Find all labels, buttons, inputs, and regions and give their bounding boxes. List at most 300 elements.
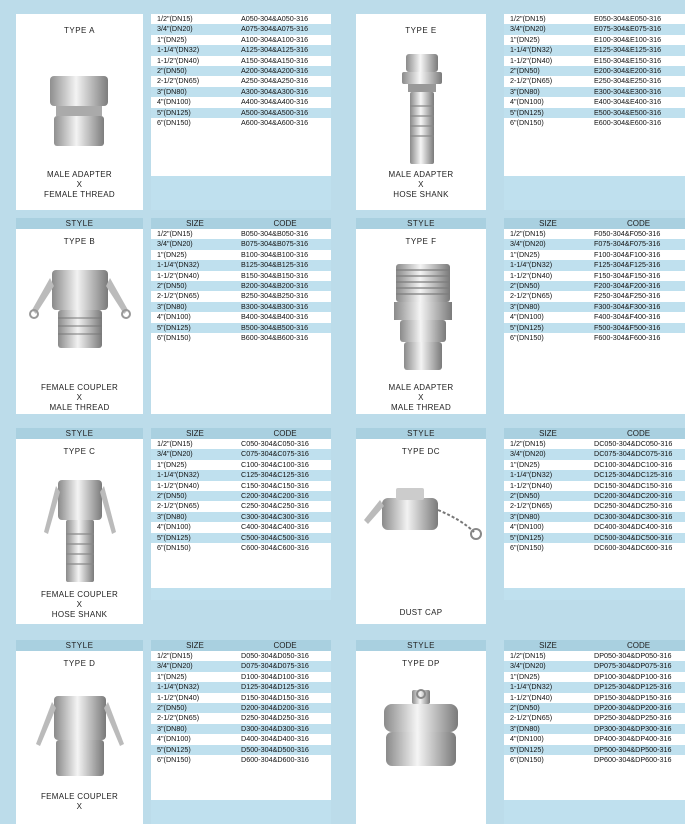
table-row bbox=[151, 260, 331, 270]
table-row bbox=[504, 491, 685, 501]
table-row bbox=[151, 522, 331, 532]
table-row bbox=[504, 271, 685, 281]
code-table-rows bbox=[151, 439, 331, 553]
code-table-d bbox=[151, 640, 331, 800]
size-cell: 6"(DN150) bbox=[157, 332, 191, 342]
code-table-f bbox=[504, 218, 685, 378]
table-row bbox=[151, 672, 331, 682]
table-row bbox=[151, 97, 331, 107]
size-cell: 5"(DN125) bbox=[510, 107, 544, 117]
table-row bbox=[504, 460, 685, 470]
size-cell: 3"(DN80) bbox=[157, 723, 187, 733]
size-cell: 1/2"(DN15) bbox=[510, 651, 546, 660]
table-row bbox=[151, 745, 331, 755]
code-cell: DP300-304&DP300-316 bbox=[594, 723, 672, 733]
size-cell: 3"(DN80) bbox=[510, 723, 540, 733]
table-row bbox=[504, 724, 685, 734]
size-cell: 2"(DN50) bbox=[157, 280, 187, 290]
size-cell: 1-1/2"(DN40) bbox=[510, 270, 553, 280]
code-cell: F300-304&F300-316 bbox=[594, 301, 661, 311]
table-row bbox=[504, 281, 685, 291]
size-cell: 1/2"(DN15) bbox=[510, 439, 546, 448]
product-description: MALE ADAPTER X FEMALE THREAD bbox=[44, 170, 115, 199]
size-cell: 6"(DN150) bbox=[510, 754, 544, 764]
code-table-dp bbox=[504, 640, 685, 800]
code-table-rows bbox=[151, 651, 331, 765]
size-cell: 2-1/2"(DN65) bbox=[157, 501, 200, 511]
table-header: SIZE CODE bbox=[504, 640, 685, 651]
type-label: TYPE E bbox=[405, 26, 437, 35]
size-cell: 1-1/2"(DN40) bbox=[510, 480, 553, 490]
table-row bbox=[504, 14, 685, 24]
table-row bbox=[504, 45, 685, 55]
code-cell: C250-304&C250-316 bbox=[241, 501, 309, 511]
size-cell: 5"(DN125) bbox=[157, 322, 191, 332]
product-image-type-c bbox=[40, 472, 120, 586]
code-cell: A075-304&A075-316 bbox=[241, 24, 309, 34]
code-cell: A250-304&A250-316 bbox=[241, 76, 309, 86]
size-cell: 1-1/4"(DN32) bbox=[157, 260, 200, 270]
size-cell: 1-1/2"(DN40) bbox=[157, 480, 200, 490]
size-cell: 5"(DN125) bbox=[510, 744, 544, 754]
type-label: TYPE B bbox=[63, 237, 96, 246]
code-table-rows bbox=[504, 14, 685, 128]
product-image-type-dc bbox=[362, 480, 484, 552]
size-cell: 1/2"(DN15) bbox=[157, 229, 193, 238]
table-row bbox=[504, 333, 685, 343]
size-cell: 1-1/4"(DN32) bbox=[510, 682, 553, 692]
size-cell: 1"(DN25) bbox=[157, 459, 187, 469]
size-cell: 4"(DN100) bbox=[510, 312, 544, 322]
table-row bbox=[151, 713, 331, 723]
table-row bbox=[151, 439, 331, 449]
code-cell: B150-304&B150-316 bbox=[241, 270, 309, 280]
code-table-rows bbox=[504, 229, 685, 343]
table-row bbox=[504, 522, 685, 532]
style-panel-a bbox=[16, 14, 143, 210]
size-cell: 3"(DN80) bbox=[510, 86, 540, 96]
size-cell: 2"(DN50) bbox=[157, 65, 187, 75]
table-row bbox=[151, 281, 331, 291]
table-row bbox=[504, 250, 685, 260]
size-cell: 1"(DN25) bbox=[510, 34, 540, 44]
code-cell: DP050-304&DP050-316 bbox=[594, 651, 672, 660]
code-cell: DC300-304&DC300-316 bbox=[594, 511, 673, 521]
size-cell: 1-1/4"(DN32) bbox=[510, 470, 553, 480]
code-cell: DP600-304&DP600-316 bbox=[594, 754, 672, 764]
size-cell: 1/2"(DN15) bbox=[157, 14, 193, 23]
table-row bbox=[504, 661, 685, 671]
size-cell: 5"(DN125) bbox=[157, 744, 191, 754]
style-header: STYLE bbox=[356, 640, 486, 651]
size-cell: 2"(DN50) bbox=[510, 702, 540, 712]
code-cell: A500-304&A500-316 bbox=[241, 107, 309, 117]
style-panel-b bbox=[16, 218, 143, 414]
table-row bbox=[504, 24, 685, 34]
product-image-type-a bbox=[44, 72, 114, 152]
code-cell: D300-304&D300-316 bbox=[241, 723, 309, 733]
code-cell: A050-304&A050-316 bbox=[241, 14, 309, 23]
code-cell: E125-304&E125-316 bbox=[594, 45, 662, 55]
code-cell: D250-304&D250-316 bbox=[241, 713, 309, 723]
table-row bbox=[504, 543, 685, 553]
code-table-rows bbox=[504, 439, 685, 553]
code-cell: DP125-304&DP125-316 bbox=[594, 682, 672, 692]
code-cell: DC500-304&DC500-316 bbox=[594, 532, 673, 542]
table-row bbox=[504, 239, 685, 249]
table-row bbox=[151, 24, 331, 34]
code-cell: C600-304&C600-316 bbox=[241, 542, 309, 552]
table-row bbox=[151, 87, 331, 97]
type-label: TYPE DP bbox=[402, 659, 440, 668]
size-cell: 3/4"(DN20) bbox=[157, 239, 193, 249]
code-cell: E075-304&E075-316 bbox=[594, 24, 662, 34]
size-cell: 1-1/2"(DN40) bbox=[157, 270, 200, 280]
code-cell: B300-304&B300-316 bbox=[241, 301, 309, 311]
code-cell: DC150-304&DC150-316 bbox=[594, 480, 673, 490]
size-cell: 3"(DN80) bbox=[157, 86, 187, 96]
code-cell: F400-304&F400-316 bbox=[594, 312, 661, 322]
code-cell: C125-304&C125-316 bbox=[241, 470, 309, 480]
size-cell: 3/4"(DN20) bbox=[510, 661, 546, 671]
code-cell: DC250-304&DC250-316 bbox=[594, 501, 673, 511]
size-cell: 1-1/4"(DN32) bbox=[157, 470, 200, 480]
size-cell: 1"(DN25) bbox=[510, 671, 540, 681]
size-cell: 1"(DN25) bbox=[157, 34, 187, 44]
product-description: FEMALE COUPLER X MALE THREAD bbox=[40, 383, 119, 412]
table-row bbox=[151, 323, 331, 333]
type-label: TYPE A bbox=[63, 26, 95, 35]
size-cell: 5"(DN125) bbox=[510, 532, 544, 542]
code-table-a bbox=[151, 14, 331, 176]
code-cell: F500-304&F500-316 bbox=[594, 322, 661, 332]
code-cell: E050-304&E050-316 bbox=[594, 14, 662, 23]
code-cell: E150-304&E150-316 bbox=[594, 55, 662, 65]
table-row bbox=[504, 533, 685, 543]
size-cell: 2-1/2"(DN65) bbox=[157, 76, 200, 86]
size-cell: 3"(DN80) bbox=[157, 511, 187, 521]
code-table-rows bbox=[151, 14, 331, 128]
product-description: FEMALE COUPLER X bbox=[40, 792, 119, 811]
table-row bbox=[504, 323, 685, 333]
table-row bbox=[151, 543, 331, 553]
table-row bbox=[151, 76, 331, 86]
table-row bbox=[151, 271, 331, 281]
table-row bbox=[504, 755, 685, 765]
code-cell: D150-304&D150-316 bbox=[241, 692, 309, 702]
table-row bbox=[151, 229, 331, 239]
table-row bbox=[504, 66, 685, 76]
code-cell: A400-304&A400-316 bbox=[241, 97, 309, 107]
code-cell: DP400-304&DP400-316 bbox=[594, 734, 672, 744]
code-cell: DP200-304&DP200-316 bbox=[594, 702, 672, 712]
code-cell: C300-304&C300-316 bbox=[241, 511, 309, 521]
size-cell: 2-1/2"(DN65) bbox=[157, 713, 200, 723]
code-cell: B125-304&B125-316 bbox=[241, 260, 309, 270]
code-cell: C200-304&C200-316 bbox=[241, 490, 309, 500]
size-cell: 6"(DN150) bbox=[157, 754, 191, 764]
size-cell: 1-1/2"(DN40) bbox=[157, 692, 200, 702]
code-cell: B100-304&B100-316 bbox=[241, 249, 309, 259]
product-image-type-d bbox=[32, 686, 128, 786]
size-cell: 1-1/4"(DN32) bbox=[510, 45, 553, 55]
code-cell: E600-304&E600-316 bbox=[594, 117, 662, 127]
style-panel-c bbox=[16, 428, 143, 624]
code-cell: DP150-304&DP150-316 bbox=[594, 692, 672, 702]
table-row bbox=[151, 250, 331, 260]
code-cell: D200-304&D200-316 bbox=[241, 702, 309, 712]
code-cell: C500-304&C500-316 bbox=[241, 532, 309, 542]
size-cell: 3/4"(DN20) bbox=[157, 661, 193, 671]
code-cell: A100-304&A100-316 bbox=[241, 34, 309, 44]
size-cell: 2-1/2"(DN65) bbox=[510, 501, 553, 511]
type-label: TYPE C bbox=[63, 447, 96, 456]
table-row bbox=[504, 682, 685, 692]
code-cell: D100-304&D100-316 bbox=[241, 671, 309, 681]
size-cell: 4"(DN100) bbox=[157, 312, 191, 322]
code-cell: A150-304&A150-316 bbox=[241, 55, 309, 65]
code-cell: A300-304&A300-316 bbox=[241, 86, 309, 96]
size-cell: 1/2"(DN15) bbox=[157, 439, 193, 448]
style-header: STYLE bbox=[356, 218, 486, 229]
code-cell: B400-304&B400-316 bbox=[241, 312, 309, 322]
code-cell: C050-304&C050-316 bbox=[241, 439, 309, 448]
code-table-rows bbox=[504, 651, 685, 765]
size-cell: 3/4"(DN20) bbox=[157, 24, 193, 34]
size-cell: 4"(DN100) bbox=[157, 522, 191, 532]
table-row bbox=[504, 108, 685, 118]
code-cell: D050-304&D050-316 bbox=[241, 651, 309, 660]
table-row bbox=[151, 651, 331, 661]
table-row bbox=[151, 56, 331, 66]
size-cell: 3/4"(DN20) bbox=[157, 449, 193, 459]
code-cell: F150-304&F150-316 bbox=[594, 270, 661, 280]
table-row bbox=[504, 229, 685, 239]
product-description: DUST CAP bbox=[399, 608, 443, 617]
code-cell: E100-304&E100-316 bbox=[594, 34, 662, 44]
size-cell: 1/2"(DN15) bbox=[510, 229, 546, 238]
code-table-c bbox=[151, 428, 331, 588]
type-label: TYPE F bbox=[405, 237, 437, 246]
style-panel-f bbox=[356, 218, 486, 414]
product-description: MALE ADAPTER X MALE THREAD bbox=[388, 383, 454, 412]
style-header: STYLE bbox=[16, 640, 143, 651]
table-row bbox=[504, 97, 685, 107]
code-cell: D500-304&D500-316 bbox=[241, 744, 309, 754]
style-panel-dc bbox=[356, 428, 486, 624]
table-row bbox=[151, 118, 331, 128]
size-cell: 3/4"(DN20) bbox=[510, 449, 546, 459]
size-cell: 2"(DN50) bbox=[510, 490, 540, 500]
style-panel-dp bbox=[356, 640, 486, 824]
size-cell: 6"(DN150) bbox=[157, 117, 191, 127]
code-cell: E300-304&E300-316 bbox=[594, 86, 662, 96]
table-row bbox=[151, 682, 331, 692]
size-cell: 1-1/4"(DN32) bbox=[510, 260, 553, 270]
size-cell: 6"(DN150) bbox=[510, 117, 544, 127]
table-row bbox=[151, 491, 331, 501]
size-cell: 4"(DN100) bbox=[157, 734, 191, 744]
product-image-type-e bbox=[394, 50, 450, 168]
table-row bbox=[151, 470, 331, 480]
code-cell: B075-304&B075-316 bbox=[241, 239, 309, 249]
code-cell: DP250-304&DP250-316 bbox=[594, 713, 672, 723]
table-row bbox=[151, 45, 331, 55]
size-cell: 6"(DN150) bbox=[510, 332, 544, 342]
size-cell: 4"(DN100) bbox=[510, 734, 544, 744]
product-description: FEMALE COUPLER X HOSE SHANK bbox=[40, 590, 119, 619]
table-row bbox=[151, 333, 331, 343]
code-table-dc bbox=[504, 428, 685, 588]
code-cell: F075-304&F075-316 bbox=[594, 239, 661, 249]
table-row bbox=[151, 755, 331, 765]
size-cell: 2"(DN50) bbox=[157, 490, 187, 500]
code-cell: D125-304&D125-316 bbox=[241, 682, 309, 692]
table-row bbox=[151, 449, 331, 459]
size-cell: 3"(DN80) bbox=[157, 301, 187, 311]
code-cell: B500-304&B500-316 bbox=[241, 322, 309, 332]
code-cell: DC600-304&DC600-316 bbox=[594, 542, 673, 552]
code-cell: DP100-304&DP100-316 bbox=[594, 671, 672, 681]
table-row bbox=[504, 260, 685, 270]
product-image-type-dp bbox=[376, 688, 466, 778]
table-row bbox=[504, 703, 685, 713]
size-cell: 1-1/4"(DN32) bbox=[157, 45, 200, 55]
code-table-b bbox=[151, 218, 331, 378]
size-cell: 6"(DN150) bbox=[510, 542, 544, 552]
size-cell: 2-1/2"(DN65) bbox=[510, 291, 553, 301]
table-row bbox=[504, 672, 685, 682]
table-row bbox=[151, 512, 331, 522]
table-row bbox=[151, 734, 331, 744]
code-cell: F100-304&F100-316 bbox=[594, 249, 661, 259]
table-row bbox=[151, 239, 331, 249]
code-cell: DC075-304&DC075-316 bbox=[594, 449, 673, 459]
code-table-rows bbox=[151, 229, 331, 343]
table-row bbox=[504, 291, 685, 301]
table-row bbox=[504, 302, 685, 312]
size-cell: 4"(DN100) bbox=[510, 522, 544, 532]
table-row bbox=[504, 76, 685, 86]
code-cell: D400-304&D400-316 bbox=[241, 734, 309, 744]
style-header: STYLE bbox=[16, 218, 143, 229]
size-cell: 1"(DN25) bbox=[157, 671, 187, 681]
size-cell: 5"(DN125) bbox=[157, 532, 191, 542]
table-row bbox=[504, 745, 685, 755]
table-row bbox=[504, 118, 685, 128]
table-row bbox=[151, 312, 331, 322]
product-image-type-f bbox=[390, 260, 456, 374]
code-cell: B250-304&B250-316 bbox=[241, 291, 309, 301]
size-cell: 2"(DN50) bbox=[157, 702, 187, 712]
code-cell: A600-304&A600-316 bbox=[241, 117, 309, 127]
table-header: SIZE CODE bbox=[151, 428, 331, 439]
code-cell: A200-304&A200-316 bbox=[241, 65, 309, 75]
code-cell: DP075-304&DP075-316 bbox=[594, 661, 672, 671]
code-cell: DC200-304&DC200-316 bbox=[594, 490, 673, 500]
table-row bbox=[151, 724, 331, 734]
table-row bbox=[504, 693, 685, 703]
table-row bbox=[151, 14, 331, 24]
code-cell: DC400-304&DC400-316 bbox=[594, 522, 673, 532]
code-cell: DC100-304&DC100-316 bbox=[594, 459, 673, 469]
code-cell: D075-304&D075-316 bbox=[241, 661, 309, 671]
size-cell: 3"(DN80) bbox=[510, 301, 540, 311]
table-row bbox=[504, 512, 685, 522]
code-cell: F600-304&F600-316 bbox=[594, 332, 661, 342]
table-row bbox=[151, 460, 331, 470]
table-row bbox=[504, 87, 685, 97]
table-row bbox=[504, 713, 685, 723]
code-cell: E500-304&E500-316 bbox=[594, 107, 662, 117]
style-panel-e bbox=[356, 14, 486, 210]
table-row bbox=[504, 501, 685, 511]
type-label: TYPE DC bbox=[401, 447, 441, 456]
product-image-type-b bbox=[26, 260, 132, 360]
code-cell: D600-304&D600-316 bbox=[241, 754, 309, 764]
size-cell: 3/4"(DN20) bbox=[510, 239, 546, 249]
size-cell: 1-1/4"(DN32) bbox=[157, 682, 200, 692]
table-row bbox=[504, 449, 685, 459]
table-row bbox=[504, 35, 685, 45]
table-row bbox=[151, 703, 331, 713]
table-row bbox=[151, 533, 331, 543]
table-row bbox=[151, 108, 331, 118]
code-cell: E250-304&E250-316 bbox=[594, 76, 662, 86]
code-cell: DP500-304&DP500-316 bbox=[594, 744, 672, 754]
code-cell: F125-304&F125-316 bbox=[594, 260, 661, 270]
table-row bbox=[504, 470, 685, 480]
code-cell: C100-304&C100-316 bbox=[241, 459, 309, 469]
code-cell: DC125-304&DC125-316 bbox=[594, 470, 673, 480]
size-cell: 2-1/2"(DN65) bbox=[157, 291, 200, 301]
table-row bbox=[151, 693, 331, 703]
size-cell: 2"(DN50) bbox=[510, 280, 540, 290]
table-header: SIZE CODE bbox=[504, 428, 685, 439]
size-cell: 3"(DN80) bbox=[510, 511, 540, 521]
code-cell: A125-304&A125-316 bbox=[241, 45, 309, 55]
size-cell: 4"(DN100) bbox=[510, 97, 544, 107]
code-cell: C075-304&C075-316 bbox=[241, 449, 309, 459]
size-cell: 5"(DN125) bbox=[510, 322, 544, 332]
size-cell: 1-1/2"(DN40) bbox=[510, 55, 553, 65]
table-row bbox=[151, 501, 331, 511]
size-cell: 1"(DN25) bbox=[510, 459, 540, 469]
code-cell: DC050-304&DC050-316 bbox=[594, 439, 673, 448]
code-cell: F200-304&F200-316 bbox=[594, 280, 661, 290]
code-cell: B200-304&B200-316 bbox=[241, 280, 309, 290]
size-cell: 4"(DN100) bbox=[157, 97, 191, 107]
code-cell: F050-304&F050-316 bbox=[594, 229, 661, 238]
code-cell: C400-304&C400-316 bbox=[241, 522, 309, 532]
type-label: TYPE D bbox=[63, 659, 96, 668]
code-cell: F250-304&F250-316 bbox=[594, 291, 661, 301]
style-panel-d bbox=[16, 640, 143, 824]
size-cell: 1"(DN25) bbox=[510, 249, 540, 259]
table-row bbox=[151, 481, 331, 491]
size-cell: 1-1/2"(DN40) bbox=[157, 55, 200, 65]
table-header: SIZE CODE bbox=[151, 640, 331, 651]
table-row bbox=[151, 661, 331, 671]
size-cell: 1"(DN25) bbox=[157, 249, 187, 259]
size-cell: 6"(DN150) bbox=[157, 542, 191, 552]
table-row bbox=[504, 651, 685, 661]
table-row bbox=[151, 291, 331, 301]
size-cell: 2-1/2"(DN65) bbox=[510, 713, 553, 723]
table-row bbox=[151, 302, 331, 312]
code-cell: B600-304&B600-316 bbox=[241, 332, 309, 342]
product-description: MALE ADAPTER X HOSE SHANK bbox=[388, 170, 454, 199]
